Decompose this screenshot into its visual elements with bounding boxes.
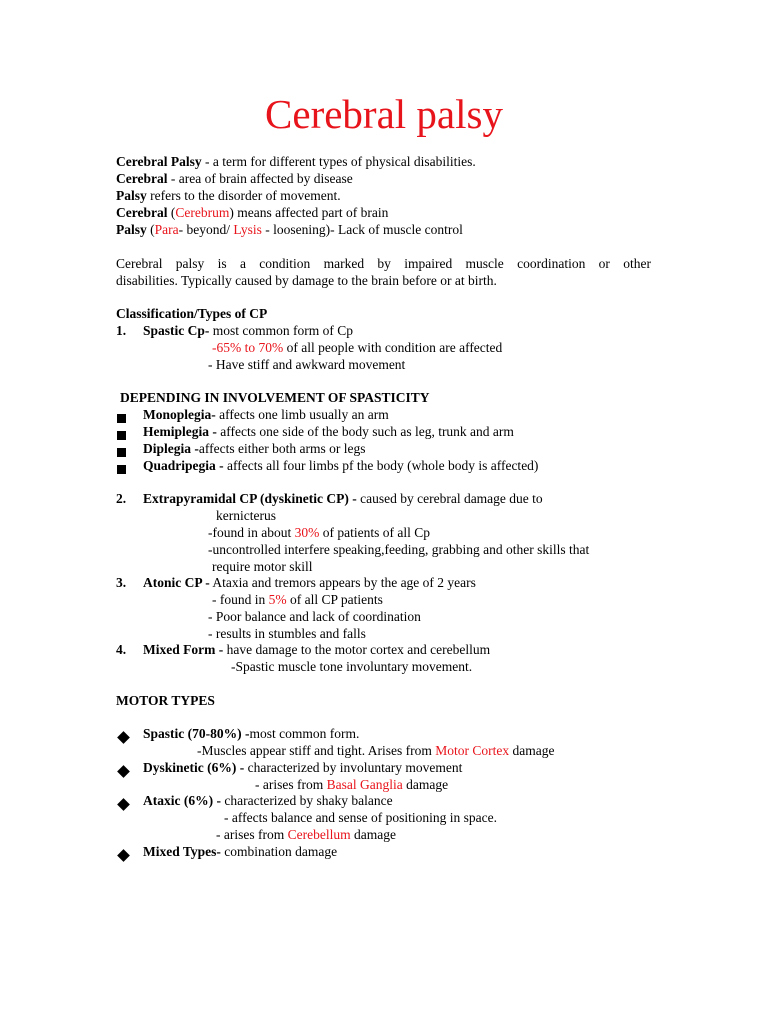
diamond-bullet-icon — [119, 764, 128, 780]
classification-heading: Classification/Types of CP — [116, 306, 268, 321]
spasticity-item-quadripegia: Quadripegia - affects all four limbs pf the body (whole body is affected) — [143, 458, 539, 473]
motor-type-ataxic-detail-1: - affects balance and sense of positioning in space. — [224, 810, 498, 825]
type-2-number: 2. — [116, 491, 127, 506]
definition-cerebral: Cerebral - area of brain affected by disease — [116, 171, 353, 186]
type-1-percentage: -65% to 70% of all people with condition are affected — [212, 340, 503, 355]
type-2-extrapyramidal: Extrapyramidal CP (dyskinetic CP) - caused by cerebral damage due to — [143, 491, 543, 506]
motor-types-heading: MOTOR TYPES — [116, 693, 215, 708]
motor-type-dyskinetic-detail: - arises from Basal Ganglia damage — [255, 777, 449, 792]
spasticity-item-hemiplegia: Hemiplegia - affects one side of the body such as leg, trunk and arm — [143, 424, 514, 439]
type-3-detail-2: - results in stumbles and falls — [208, 626, 366, 641]
square-bullet-icon — [117, 428, 126, 444]
type-3-percentage: - found in 5% of all CP patients — [212, 592, 383, 607]
type-1-number: 1. — [116, 323, 127, 338]
spasticity-heading: DEPENDING IN INVOLVEMENT OF SPASTICITY — [120, 390, 430, 405]
definition-cerebral-palsy: Cerebral Palsy - a term for different types of physical disabilities. — [116, 154, 476, 169]
type-3-number: 3. — [116, 575, 127, 590]
type-4-number: 4. — [116, 642, 127, 657]
definition-palsy: Palsy refers to the disorder of movement. — [116, 188, 341, 203]
definition-cerebrum: Cerebral (Cerebrum) means affected part of brain — [116, 205, 389, 220]
type-1-detail: - Have stiff and awkward movement — [208, 357, 406, 372]
type-4-detail: -Spastic muscle tone involuntary movement. — [231, 659, 473, 674]
motor-type-mixed: Mixed Types- combination damage — [143, 844, 338, 859]
motor-type-ataxic-detail-2: - arises from Cerebellum damage — [216, 827, 396, 842]
type-4-mixed-form: Mixed Form - have damage to the motor cortex and cerebellum — [143, 642, 491, 657]
spasticity-item-diplegia: Diplegia -affects either both arms or legs — [143, 441, 366, 456]
motor-type-ataxic: Ataxic (6%) - characterized by shaky balance — [143, 793, 393, 808]
intro-line-2: disabilities. Typically caused by damage to the brain before or at birth. — [116, 273, 497, 288]
diamond-bullet-icon — [119, 848, 128, 864]
type-3-atonic: Atonic CP - Ataxia and tremors appears by the age of 2 years — [143, 575, 476, 590]
square-bullet-icon — [117, 411, 126, 427]
motor-type-dyskinetic: Dyskinetic (6%) - characterized by involuntary movement — [143, 760, 463, 775]
diamond-bullet-icon — [119, 730, 128, 746]
definition-para-lysis: Palsy (Para- beyond/ Lysis - loosening)- Lack of muscle control — [116, 222, 463, 237]
type-2-detail: -uncontrolled interfere speaking,feeding, grabbing and other skills that — [208, 542, 590, 557]
type-3-detail-1: - Poor balance and lack of coordination — [208, 609, 421, 624]
type-2-kernicterus: kernicterus — [216, 508, 276, 523]
square-bullet-icon — [117, 462, 126, 478]
type-2-detail-cont: require motor skill — [212, 559, 313, 574]
diamond-bullet-icon — [119, 797, 128, 813]
page-title: Cerebral palsy — [265, 91, 503, 137]
motor-type-spastic-detail: -Muscles appear stiff and tight. Arises from Motor Cortex damage — [197, 743, 555, 758]
type-1-spastic: Spastic Cp- most common form of Cp — [143, 323, 354, 338]
intro-line-1: Cerebral palsy is a condition marked by impaired muscle coordination or other — [116, 256, 651, 271]
square-bullet-icon — [117, 445, 126, 461]
spasticity-item-monoplegia: Monoplegia- affects one limb usually an arm — [143, 407, 389, 422]
type-2-percentage: -found in about 30% of patients of all Cp — [208, 525, 430, 540]
motor-type-spastic: Spastic (70-80%) -most common form. — [143, 726, 360, 741]
